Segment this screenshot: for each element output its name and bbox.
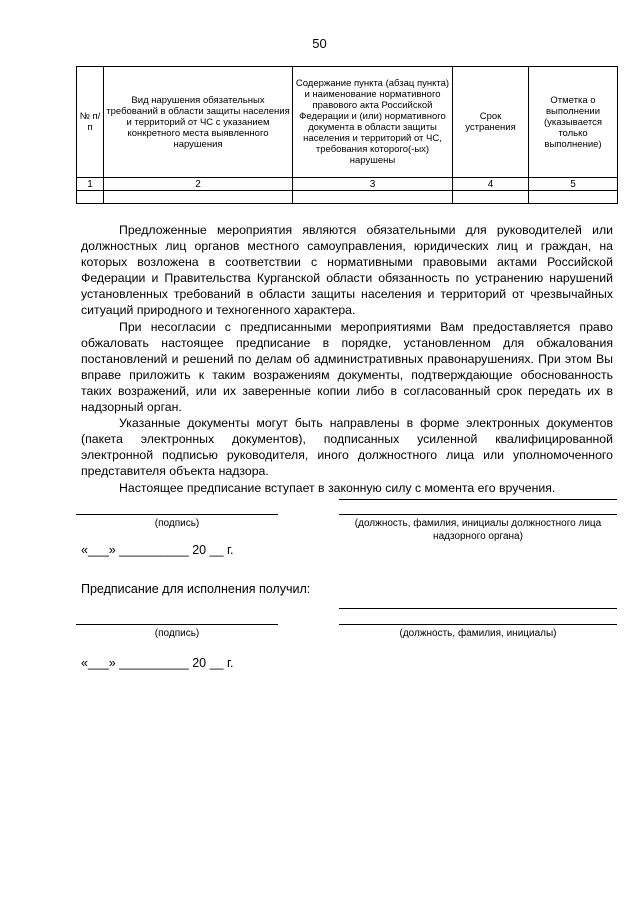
header-violation-type: Вид нарушения обязательных требований в области защиты населения и территорий от ЧС с указанием конкретного места выявленного нарушения xyxy=(104,67,293,178)
signature-caption: (подпись) xyxy=(154,518,200,529)
table-cell xyxy=(453,191,529,204)
header-regulation-content: Содержание пункта (абзац пункта) и наименование нормативного правового акта Российской Федерации и (или) нормативного документа в области защиты населения и территорий от ЧС, требования которого(-ых) нарушены xyxy=(293,67,453,178)
recipient-date-field: «___» __________ 20 __ г. xyxy=(81,656,234,670)
table-row xyxy=(77,191,618,204)
recipient-signature-line xyxy=(76,624,278,625)
paragraph-appeal: При несогласии с предписанными мероприятиями Вам предоставляется право обжаловать настоящее предписание в порядке, установленном для обжалования постановлений и решений по делам об административных правонарушениях. При этом Вы вправе приложить к таким возражениям документы, подтверждающие обоснованность таких возражений, или их заверенные копии либо в согласованный срок передать их в надзорный орган. xyxy=(81,319,613,415)
recipient-position-line xyxy=(339,624,617,625)
signature-line xyxy=(76,514,278,515)
table-cell xyxy=(529,191,618,204)
column-number: 5 xyxy=(529,178,618,191)
official-caption: (должность, фамилия, инициалы должностного лица надзорного органа) xyxy=(354,518,602,542)
header-deadline: Срок устранения xyxy=(453,67,529,178)
table-cell xyxy=(77,191,104,204)
paragraph-obligations: Предложенные мероприятия являются обязательными для руководителей или должностных лиц органов местного самоуправления, юридических лиц и граждан, на которых возложена в соответствии с нормативными правовыми актами Российской Федерации и Правительства Курганской области обязанность по устранению нарушений установленных требований в области защиты населения и территорий от чрезвычайных ситуаций природного и техногенного характера. xyxy=(81,223,613,318)
header-number: № п/п xyxy=(77,67,104,178)
paragraph-electronic-documents: Указанные документы могут быть направлены в форме электронных документов (пакета электронных документов), подписанных усиленной квалифицированной электронной подписью руководителя, иного должностного лица или уполномоченного представителя объекта надзора. xyxy=(81,416,613,479)
column-number: 4 xyxy=(453,178,529,191)
official-position-line xyxy=(339,514,617,515)
table-cell xyxy=(104,191,293,204)
table-cell xyxy=(293,191,453,204)
violations-table xyxy=(76,66,618,204)
recipient-caption: (должность, фамилия, инициалы) xyxy=(399,628,557,639)
body-text xyxy=(81,222,613,496)
table-header-row xyxy=(77,67,618,178)
column-number-row xyxy=(77,178,618,191)
page-number: 50 xyxy=(312,36,327,51)
column-number: 1 xyxy=(77,178,104,191)
header-completion-mark: Отметка о выполнении (указывается только выполнение) xyxy=(529,67,618,178)
paragraph-effective-date: Настоящее предписание вступает в законную силу с момента его вручения. xyxy=(119,480,556,495)
date-field: «___» __________ 20 __ г. xyxy=(81,543,234,557)
recipient-line-upper xyxy=(339,608,617,609)
official-position-line-upper xyxy=(339,499,617,500)
recipient-signature-caption: (подпись) xyxy=(154,628,200,639)
received-label: Предписание для исполнения получил: xyxy=(81,582,311,596)
column-number: 2 xyxy=(104,178,293,191)
column-number: 3 xyxy=(293,178,453,191)
